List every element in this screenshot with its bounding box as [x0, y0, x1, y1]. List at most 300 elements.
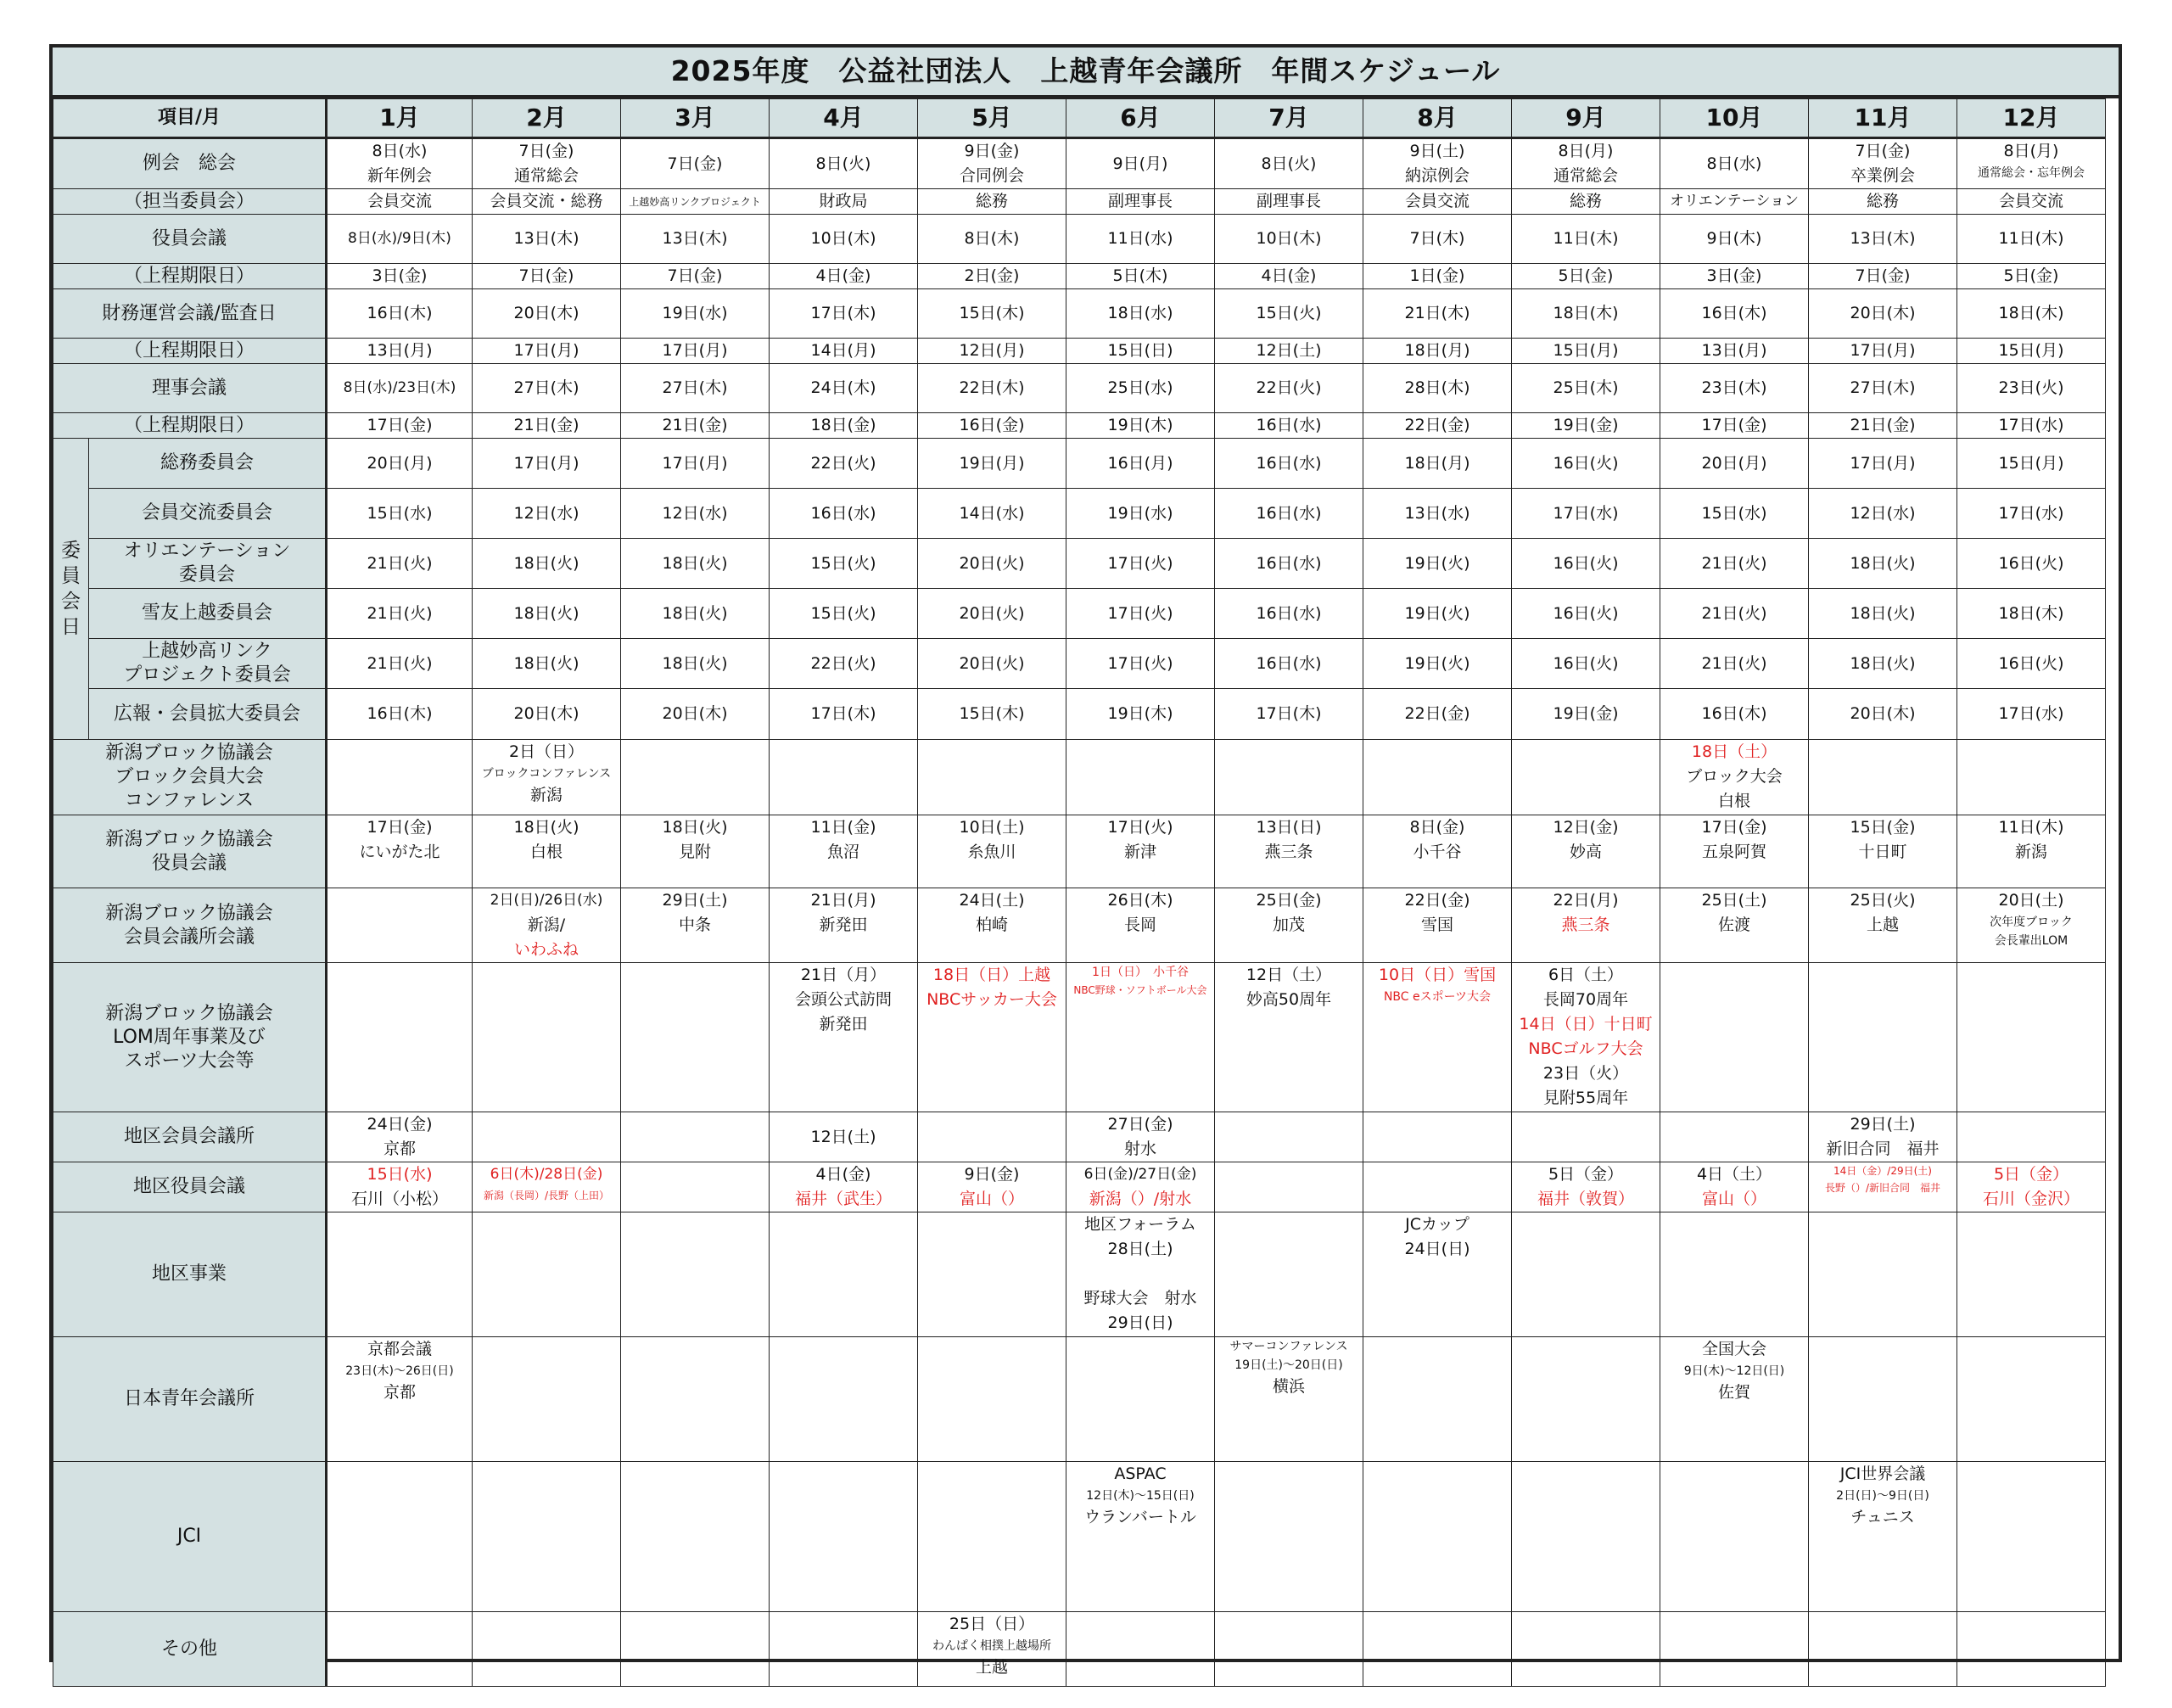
schedule-cell — [1363, 413, 1512, 439]
schedule-cell — [1066, 439, 1215, 489]
cell-line: 会頭公式訪問 — [794, 990, 892, 1009]
schedule-cell — [621, 639, 770, 689]
schedule-cell — [1215, 589, 1363, 639]
cell-line: 雪国 — [1420, 916, 1453, 934]
cell-line: 富山（） — [1701, 1190, 1766, 1208]
cell-line: 1日（日） 小千谷 — [1092, 966, 1189, 979]
schedule-cell — [1957, 489, 2106, 539]
cell-line: 21日(火) — [1701, 553, 1767, 573]
schedule-table — [53, 98, 2106, 1687]
schedule-cell — [1066, 1462, 1215, 1612]
schedule-cell — [1957, 589, 2106, 639]
cell-line: 28日(土) — [1107, 1240, 1173, 1258]
cell-line: 20日(木) — [1850, 704, 1916, 723]
row-label: （担当委員会） — [53, 189, 327, 215]
schedule-cell — [1512, 215, 1660, 264]
cell-line: サマーコンファレンス — [1229, 1340, 1348, 1353]
schedule-cell — [1957, 888, 2106, 963]
cell-line: 2日(日)/26日(水) — [490, 892, 603, 909]
row-label: （上程期限日） — [53, 264, 327, 289]
cell-line: 9日(金) — [964, 1165, 1020, 1184]
cell-line: 19日(水) — [662, 304, 728, 322]
cell-line: 2日(金) — [964, 266, 1020, 285]
cell-line: 18日(火) — [513, 818, 579, 837]
month-header-1: 1月 — [327, 99, 473, 138]
cell-line: 7日(木) — [1409, 229, 1465, 248]
cell-line: 16日(水) — [1256, 603, 1322, 623]
schedule-cell — [327, 289, 473, 339]
schedule-cell — [327, 364, 473, 413]
schedule-cell — [621, 413, 770, 439]
schedule-cell — [1215, 689, 1363, 740]
cell-line: 28日(木) — [1404, 378, 1470, 397]
cell-line: 10日(土) — [959, 818, 1025, 837]
row-label: 新潟ブロック協議会 役員会議 — [53, 815, 327, 888]
cell-line: 7日(金) — [518, 142, 574, 160]
schedule-cell — [1215, 339, 1363, 364]
schedule-cell — [473, 639, 621, 689]
cell-line: 13日(水) — [1404, 503, 1470, 523]
cell-line: 19日(金) — [1553, 704, 1619, 723]
schedule-cell — [1512, 1112, 1660, 1162]
cell-line: 射水 — [1123, 1140, 1156, 1158]
schedule-cell — [770, 264, 918, 289]
schedule-cell — [918, 264, 1066, 289]
schedule-cell — [1660, 639, 1809, 689]
schedule-cell — [327, 539, 473, 589]
schedule-cell — [621, 439, 770, 489]
schedule-cell — [1066, 539, 1215, 589]
schedule-row — [53, 215, 2106, 264]
schedule-cell — [770, 439, 918, 489]
cell-line: 19日(月) — [959, 453, 1025, 473]
schedule-cell — [918, 539, 1066, 589]
schedule-row — [53, 138, 2106, 189]
schedule-cell — [1215, 963, 1363, 1112]
cell-line: 19日(木) — [1107, 704, 1173, 723]
schedule-cell — [1215, 1162, 1363, 1212]
cell-line: 16日(水) — [1256, 416, 1322, 434]
schedule-row — [53, 189, 2106, 215]
cell-line: 20日(月) — [1701, 453, 1767, 473]
cell-line: 合同例会 — [959, 166, 1024, 185]
schedule-cell — [1660, 1162, 1809, 1212]
schedule-cell — [327, 215, 473, 264]
cell-line: 15日(火) — [810, 553, 876, 573]
cell-line: 25日(金) — [1256, 891, 1322, 910]
cell-line: 総務 — [1866, 192, 1899, 210]
item-month-header: 項目/月 — [53, 99, 327, 138]
schedule-cell — [1957, 339, 2106, 364]
cell-line: 8日(月) — [2003, 142, 2059, 160]
schedule-row — [53, 1337, 2106, 1462]
schedule-cell — [770, 189, 918, 215]
cell-line: 20日(火) — [959, 653, 1025, 673]
schedule-cell — [621, 138, 770, 189]
cell-line: 22日(金) — [1404, 416, 1470, 434]
schedule-cell — [1660, 1337, 1809, 1462]
schedule-cell — [770, 1212, 918, 1337]
schedule-cell — [1066, 189, 1215, 215]
cell-line: いわふね — [513, 940, 579, 959]
schedule-cell — [1660, 1112, 1809, 1162]
row-label: JCI — [53, 1462, 327, 1612]
schedule-cell — [1215, 1612, 1363, 1687]
cell-line: 見附55周年 — [1542, 1089, 1629, 1107]
schedule-cell — [1660, 189, 1809, 215]
cell-line: 新潟（長岡）/長野（上田） — [483, 1190, 610, 1201]
schedule-cell — [1809, 963, 1957, 1112]
schedule-cell — [1809, 815, 1957, 888]
cell-line: 21日（月） — [800, 966, 887, 984]
cell-line: 24日(日) — [1404, 1240, 1470, 1258]
row-label: 地区事業 — [53, 1212, 327, 1337]
schedule-cell — [918, 888, 1066, 963]
row-label: 総務委員会 — [89, 439, 327, 489]
schedule-cell — [327, 1337, 473, 1462]
schedule-cell — [621, 1112, 770, 1162]
schedule-row — [53, 689, 2106, 740]
schedule-row — [53, 963, 2106, 1112]
schedule-cell — [327, 264, 473, 289]
cell-line: 22日(金) — [1404, 891, 1470, 910]
schedule-cell — [1660, 888, 1809, 963]
cell-line: 白根 — [1717, 792, 1750, 810]
cell-line: 次年度ブロック — [1990, 916, 2073, 929]
cell-line: NBCサッカー大会 — [926, 990, 1057, 1009]
row-label: 地区役員会議 — [53, 1162, 327, 1212]
cell-line: 佐渡 — [1717, 916, 1750, 934]
schedule-cell — [1363, 589, 1512, 639]
cell-line: 15日(月) — [1553, 341, 1619, 360]
schedule-row — [53, 815, 2106, 888]
schedule-cell — [1512, 1212, 1660, 1337]
cell-line: 9日(木)～12日(日) — [1683, 1364, 1785, 1378]
schedule-cell — [621, 189, 770, 215]
cell-line: 長岡 — [1123, 916, 1156, 934]
schedule-cell — [1957, 689, 2106, 740]
schedule-cell — [621, 1212, 770, 1337]
schedule-row — [53, 1212, 2106, 1337]
cell-line: 7日(金) — [1855, 142, 1911, 160]
cell-line: 6日(金)/27日(金) — [1083, 1166, 1197, 1183]
cell-line: 五泉阿賀 — [1701, 843, 1766, 861]
schedule-cell — [918, 1212, 1066, 1337]
cell-line: 21日(火) — [367, 553, 433, 573]
cell-line: 16日(火) — [1998, 553, 2064, 573]
cell-line: 京都 — [383, 1383, 416, 1402]
schedule-cell — [1066, 264, 1215, 289]
schedule-cell — [1215, 639, 1363, 689]
cell-line: NBC eスポーツ大会 — [1383, 990, 1492, 1004]
cell-line: 佐賀 — [1717, 1383, 1750, 1402]
schedule-cell — [1215, 1212, 1363, 1337]
schedule-cell — [770, 1112, 918, 1162]
cell-line: 22日(火) — [1256, 378, 1322, 397]
cell-line: 総務 — [975, 192, 1008, 210]
cell-line: 15日(火) — [810, 603, 876, 623]
schedule-cell — [1512, 289, 1660, 339]
schedule-cell — [1512, 138, 1660, 189]
schedule-cell — [918, 815, 1066, 888]
schedule-cell — [1957, 740, 2106, 815]
cell-line: 長岡70周年 — [1542, 990, 1629, 1009]
cell-line: 11日(木) — [1998, 818, 2064, 837]
cell-line: 17日(月) — [513, 453, 579, 473]
schedule-cell — [1215, 413, 1363, 439]
schedule-cell — [770, 1337, 918, 1462]
schedule-cell — [1957, 1112, 2106, 1162]
cell-line: 加茂 — [1272, 916, 1305, 934]
cell-line: 20日(木) — [513, 704, 579, 723]
schedule-row — [53, 264, 2106, 289]
schedule-cell — [1066, 339, 1215, 364]
schedule-cell — [621, 589, 770, 639]
schedule-row — [53, 339, 2106, 364]
cell-line: 燕三条 — [1264, 843, 1313, 861]
schedule-cell — [1660, 1612, 1809, 1687]
schedule-cell — [918, 364, 1066, 413]
schedule-cell — [327, 815, 473, 888]
schedule-cell — [770, 539, 918, 589]
schedule-cell — [918, 1462, 1066, 1612]
cell-line: 小千谷 — [1413, 843, 1462, 861]
cell-line: 20日(土) — [1998, 891, 2064, 910]
schedule-cell — [770, 138, 918, 189]
schedule-cell — [1363, 888, 1512, 963]
schedule-cell — [1660, 1462, 1809, 1612]
cell-line: 17日(火) — [1107, 603, 1173, 623]
month-header-3: 3月 — [621, 99, 770, 138]
cell-line: 19日(金) — [1553, 416, 1619, 434]
cell-line: 14日（金）/29日(土) — [1833, 1165, 1932, 1177]
schedule-cell — [1512, 1612, 1660, 1687]
cell-line: 19日(火) — [1404, 603, 1470, 623]
cell-line: 16日(水) — [1256, 553, 1322, 573]
cell-line: 新潟 — [2014, 843, 2047, 861]
schedule-cell — [327, 963, 473, 1112]
schedule-cell — [918, 138, 1066, 189]
cell-line: 13日(木) — [662, 229, 728, 248]
schedule-cell — [473, 138, 621, 189]
cell-line: 16日(火) — [1998, 653, 2064, 673]
cell-line: 18日(木) — [1998, 304, 2064, 322]
schedule-cell — [1363, 489, 1512, 539]
cell-line: 20日(木) — [662, 704, 728, 723]
cell-line: 22日(火) — [810, 453, 876, 473]
schedule-cell — [1363, 815, 1512, 888]
cell-line: 27日(木) — [662, 378, 728, 397]
schedule-cell — [621, 489, 770, 539]
cell-line: 11日(金) — [810, 818, 876, 837]
schedule-cell — [1363, 1212, 1512, 1337]
month-header-row — [53, 99, 2106, 138]
row-label: 上越妙高リンク プロジェクト委員会 — [89, 639, 327, 689]
schedule-row — [53, 489, 2106, 539]
cell-line: 8日(火) — [815, 154, 871, 173]
cell-line: 上越妙高リンクプロジェクト — [629, 195, 761, 208]
schedule-cell — [1660, 264, 1809, 289]
cell-line: 20日(火) — [959, 603, 1025, 623]
cell-line: 8日(月) — [1558, 142, 1614, 160]
schedule-cell — [1809, 639, 1957, 689]
row-label: 理事会議 — [53, 364, 327, 413]
cell-line: 5日(金) — [1558, 266, 1614, 285]
schedule-cell — [1957, 189, 2106, 215]
cell-line: 17日(月) — [1850, 341, 1916, 360]
schedule-cell — [918, 439, 1066, 489]
month-header-4: 4月 — [770, 99, 918, 138]
cell-line: 11日(木) — [1553, 229, 1619, 248]
cell-line: 22日(木) — [959, 378, 1025, 397]
schedule-cell — [327, 489, 473, 539]
schedule-cell — [473, 1612, 621, 1687]
cell-line: 16日(水) — [1256, 453, 1322, 473]
month-header-2: 2月 — [473, 99, 621, 138]
schedule-cell — [918, 689, 1066, 740]
schedule-cell — [1215, 740, 1363, 815]
schedule-cell — [770, 639, 918, 689]
cell-line: 9日(土) — [1409, 142, 1465, 160]
cell-line: 燕三条 — [1561, 916, 1610, 934]
cell-line: 18日(火) — [662, 553, 728, 573]
schedule-cell — [1363, 740, 1512, 815]
schedule-cell — [1363, 639, 1512, 689]
schedule-cell — [1512, 189, 1660, 215]
schedule-cell — [1512, 1337, 1660, 1462]
cell-line: 新津 — [1123, 843, 1156, 861]
cell-line: 3日(金) — [372, 266, 428, 285]
schedule-cell — [621, 1462, 770, 1612]
cell-line: 19日(土)～20日(日) — [1234, 1358, 1343, 1372]
schedule-cell — [473, 815, 621, 888]
schedule-cell — [1215, 489, 1363, 539]
schedule-cell — [473, 264, 621, 289]
cell-line: 17日(水) — [1998, 503, 2064, 523]
cell-line: NBC野球・ソフトボール大会 — [1073, 984, 1207, 996]
schedule-cell — [1066, 489, 1215, 539]
schedule-cell — [1957, 639, 2106, 689]
schedule-cell — [473, 339, 621, 364]
schedule-cell — [918, 289, 1066, 339]
cell-line: 7日(金) — [1855, 266, 1911, 285]
schedule-cell — [1660, 689, 1809, 740]
row-label: オリエンテーション 委員会 — [89, 539, 327, 589]
schedule-cell — [770, 1612, 918, 1687]
cell-line: 新潟（）/射水 — [1089, 1190, 1192, 1208]
schedule-cell — [1660, 963, 1809, 1112]
cell-line: 18日(火) — [662, 603, 728, 623]
cell-line: NBCゴルフ大会 — [1528, 1039, 1643, 1058]
schedule-cell — [1957, 138, 2106, 189]
schedule-cell — [1809, 1337, 1957, 1462]
cell-line: 17日(金) — [367, 416, 433, 434]
cell-line: 18日(火) — [1850, 603, 1916, 623]
cell-line: 17日(金) — [1701, 818, 1767, 837]
cell-line: 18日(火) — [513, 603, 579, 623]
cell-line: 16日(木) — [367, 704, 433, 723]
schedule-cell — [1066, 1162, 1215, 1212]
cell-line: 白根 — [529, 843, 563, 861]
schedule-cell — [1660, 589, 1809, 639]
schedule-cell — [1066, 215, 1215, 264]
cell-line: 17日(水) — [1998, 704, 2064, 723]
schedule-cell — [918, 413, 1066, 439]
committee-group-label: 委 員 会 日 — [53, 439, 89, 740]
cell-line: 12日(土) — [1256, 341, 1322, 360]
month-header-9: 9月 — [1512, 99, 1660, 138]
schedule-cell — [1512, 815, 1660, 888]
schedule-cell — [1066, 1337, 1215, 1462]
cell-line: 20日(木) — [513, 304, 579, 322]
schedule-cell — [1363, 539, 1512, 589]
cell-line: 16日(水) — [1256, 653, 1322, 673]
month-header-10: 10月 — [1660, 99, 1809, 138]
schedule-cell — [1957, 1162, 2106, 1212]
cell-line: 納涼例会 — [1404, 166, 1469, 185]
schedule-cell — [918, 963, 1066, 1112]
schedule-cell — [1363, 339, 1512, 364]
schedule-cell — [1215, 539, 1363, 589]
row-label: 雪友上越委員会 — [89, 589, 327, 639]
schedule-cell — [473, 413, 621, 439]
schedule-cell — [1809, 539, 1957, 589]
cell-line: 12日(水) — [1850, 503, 1916, 523]
schedule-cell — [621, 689, 770, 740]
cell-line: 18日(月) — [1404, 453, 1470, 473]
cell-line: 8日(金) — [1409, 818, 1465, 837]
schedule-cell — [621, 1337, 770, 1462]
schedule-cell — [1809, 138, 1957, 189]
cell-line: 17日(水) — [1998, 416, 2064, 434]
cell-line: 13日(月) — [367, 341, 433, 360]
cell-line: 21日(火) — [367, 653, 433, 673]
cell-line: 17日(水) — [1553, 503, 1619, 523]
schedule-cell — [473, 740, 621, 815]
schedule-cell — [1363, 439, 1512, 489]
cell-line: 地区フォーラム — [1084, 1215, 1196, 1234]
schedule-cell — [1363, 264, 1512, 289]
cell-line: 8日(木) — [964, 229, 1020, 248]
schedule-cell — [1957, 289, 2106, 339]
cell-line: 17日(火) — [1107, 653, 1173, 673]
cell-line: 20日(木) — [1850, 304, 1916, 322]
schedule-cell — [1809, 689, 1957, 740]
schedule-cell — [1066, 413, 1215, 439]
schedule-row — [53, 539, 2106, 589]
schedule-cell — [327, 1612, 473, 1687]
schedule-cell — [770, 963, 918, 1112]
schedule-cell — [1215, 1462, 1363, 1612]
cell-line: JCI世界会議 — [1839, 1464, 1926, 1483]
schedule-cell — [1809, 1612, 1957, 1687]
cell-line: 26日(木) — [1107, 891, 1173, 910]
schedule-cell — [473, 1337, 621, 1462]
schedule-cell — [621, 215, 770, 264]
schedule-cell — [1660, 289, 1809, 339]
schedule-cell — [1512, 1162, 1660, 1212]
cell-line: わんぱく相撲上越場所 — [932, 1639, 1051, 1653]
schedule-cell — [1957, 539, 2106, 589]
cell-line: 14日（日）十日町 — [1519, 1015, 1653, 1033]
cell-line: 5日（金） — [1548, 1165, 1624, 1184]
cell-line: 23日（火） — [1542, 1064, 1629, 1083]
cell-line — [1066, 1262, 1214, 1286]
schedule-cell — [1660, 539, 1809, 589]
cell-line: 新発田 — [819, 1015, 868, 1033]
cell-line: 6日（土） — [1548, 966, 1624, 984]
schedule-cell — [1363, 1112, 1512, 1162]
